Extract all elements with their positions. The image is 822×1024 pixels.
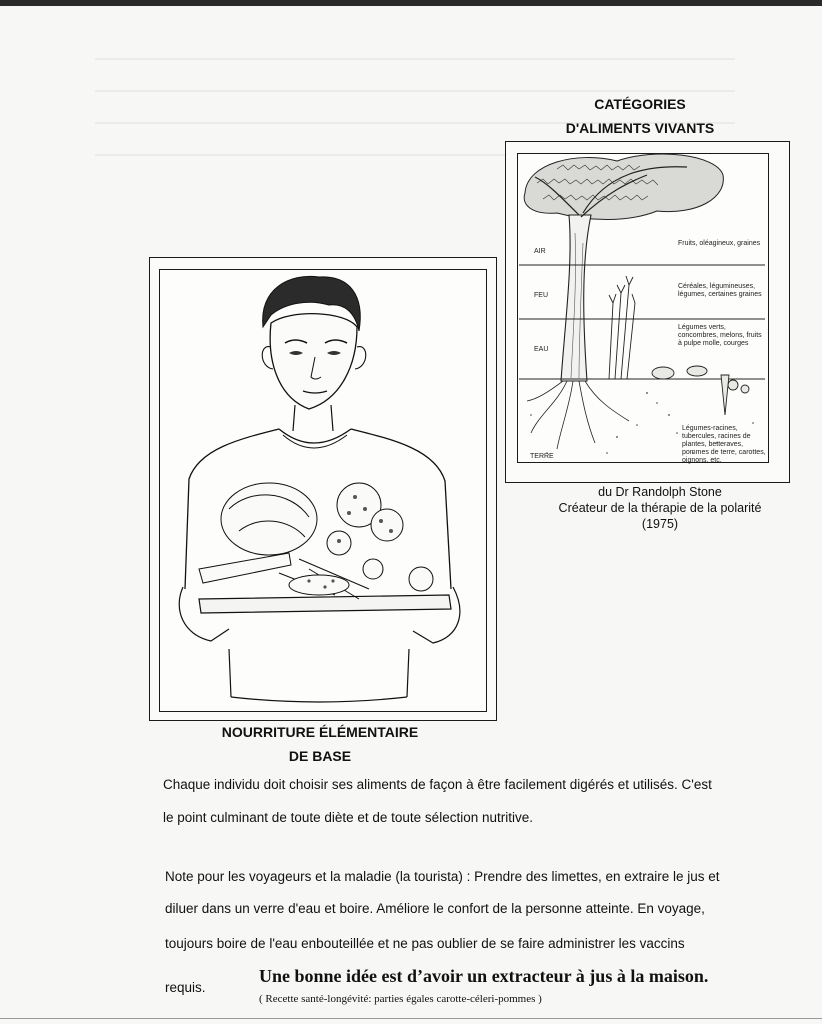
layer-foods-air: Fruits, oléagineux, graines [678, 240, 761, 247]
paragraph-line: Note pour les voyageurs et la maladie (la tourista) : Prendre des limettes, en extraire le jus et [165, 869, 720, 884]
person-with-vegetables-illustration [159, 269, 487, 712]
tree-figure-credit [520, 484, 800, 532]
recipe-note: ( Recette santé-longévité: parties égales carotte-céleri-pommes ) [259, 993, 542, 1005]
layer-name-feu: FEU [534, 292, 548, 299]
caption-line2: DE BASE [288, 748, 352, 764]
bleed-through-line [95, 58, 735, 60]
credit-line3: (1975) [641, 517, 679, 531]
page-bottom-edge [0, 1018, 822, 1019]
paragraph-line: Chaque individu doit choisir ses aliments de façon à être facilement digérés et utilisés. C'est [163, 777, 712, 792]
layer-foods-terre: Légumes-racines, tubercules, racines de plantes, betteraves, pommes de terre, carottes, oignons, etc. [682, 425, 766, 464]
paragraph-line: requis. [165, 980, 206, 995]
scan-top-edge [0, 0, 822, 6]
credit-line2: Créateur de la thérapie de la polarité [558, 501, 762, 515]
tree-figure-title [540, 92, 740, 140]
layer-foods-feu: Céréales, légumineuses, légumes, certaines graines [678, 283, 762, 298]
tree-title-line2: D'ALIMENTS VIVANTS [565, 120, 715, 136]
layer-name-eau: EAU [534, 346, 549, 353]
tree-title-line1: CATÉGORIES [594, 96, 686, 112]
paragraph-line: diluer dans un verre d'eau et boire. Améliore le confort de la personne atteinte. En voyage, [165, 901, 705, 916]
layer-name-terre: TERRE [530, 453, 554, 460]
extractor-tip: Une bonne idée est d’avoir un extracteur à jus à la maison. [259, 966, 709, 986]
tree-illustration [517, 153, 769, 463]
person-figure-caption [180, 720, 460, 768]
paragraph-line: toujours boire de l'eau enbouteillée et ne pas oublier de se faire administrer les vaccins [165, 936, 685, 951]
credit-line1: du Dr Randolph Stone [598, 485, 722, 499]
layer-foods-eau: Légumes verts, concombres, melons, fruits à pulpe molle, courges [678, 324, 762, 347]
layer-name-air: AIR [534, 248, 546, 255]
paragraph-line: le point culminant de toute diète et de toute sélection nutritive. [163, 810, 533, 825]
caption-line1: NOURRITURE ÉLÉMENTAIRE [221, 724, 419, 740]
